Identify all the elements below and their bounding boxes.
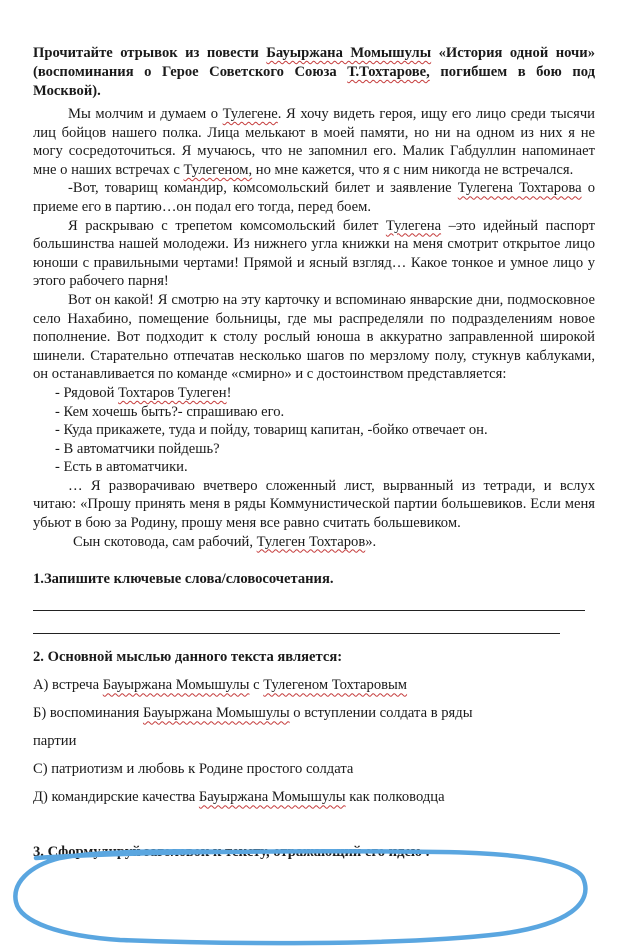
option-text: как полководца xyxy=(345,789,445,806)
option-b[interactable] xyxy=(33,704,595,723)
option-d[interactable] xyxy=(33,788,595,807)
option-name: Бауыржана Момышулы xyxy=(102,677,250,694)
title-part: «История одной ночи» (воспоминания о Герое Советского Союза xyxy=(33,45,595,80)
marker-stroke xyxy=(15,851,585,943)
option-text: о вступлении солдата в ряды xyxy=(289,705,473,722)
text-run: ! xyxy=(226,384,232,401)
paragraph-3 xyxy=(33,217,595,291)
option-name: Тулегеном Тохтаровым xyxy=(263,677,408,694)
option-b-continued[interactable]: партии xyxy=(33,733,77,750)
title-author: Бауыржана Момышулы xyxy=(266,45,432,61)
option-name: Бауыржана Момышулы xyxy=(142,705,290,722)
dialog-line-1 xyxy=(33,384,595,403)
name-run: Тулегена Тохтарова xyxy=(457,180,582,197)
signature-line xyxy=(33,533,595,552)
text-run: Мы молчим и думаем о xyxy=(68,106,223,122)
text-run: Сын скотовода, сам рабочий, xyxy=(73,533,257,550)
option-c[interactable]: С) патриотизм и любовь к Родине простого солдата xyxy=(33,761,354,778)
dialog-line-4: - В автоматчики пойдешь? xyxy=(55,440,220,457)
paragraph-2 xyxy=(33,179,595,216)
answer-line-1[interactable] xyxy=(33,610,585,611)
name-run: Тулегеном, xyxy=(183,161,253,178)
question-1: 1.Запишите ключевые слова/словосочетания. xyxy=(33,571,334,588)
text-run: но мне кажется, что я с ним никогда не встречался. xyxy=(252,161,574,178)
worksheet xyxy=(33,44,595,862)
paragraph-4: Вот он какой! Я смотрю на эту карточку и вспоминаю январские дни, подмосковное село Нахабино, помещение больницы, где мы распределяли по подразделениям новое пополнение. Вот подходит к столу рослый юноша в аккуратно заправленной широкой шинели. Старательно отпечатав несколько шагов по мерзлому полу, стукнув каблуками, он останавливается по команде «смирно» и с достоинством представляется: xyxy=(33,291,595,383)
paragraph-1 xyxy=(33,105,595,179)
task-instruction xyxy=(33,44,595,101)
name-run: Тохтаров Тулеген xyxy=(118,384,227,401)
title-hero: Т.Тохтарове, xyxy=(347,64,430,80)
text-run: - Рядовой xyxy=(55,384,119,401)
dialog-line-2: - Кем хочешь быть?- спрашиваю его. xyxy=(55,403,285,420)
text-run: Я раскрываю с трепетом комсомольский билет xyxy=(68,217,386,234)
text-run: -Вот, товарищ командир, комсомольский билет и заявление xyxy=(68,180,458,197)
question-3: 3. Сформулируй заголовок к тексту, отражающий его идею . xyxy=(33,844,430,861)
name-run: Тулегене xyxy=(222,106,278,122)
option-a[interactable] xyxy=(33,676,595,695)
option-name: Бауыржана Момышулы xyxy=(198,789,346,806)
option-text: с xyxy=(249,677,264,694)
paragraph-5: … Я разворачиваю вчетверо сложенный лист, вырванный из тетради, и вслух читаю: «Прошу принять меня в ряды Коммунистической партии большевиков. Если меня убьют в бою за Родину, прошу меня все равно считать большевиком. xyxy=(33,477,595,532)
option-text: А) встреча xyxy=(33,677,103,694)
title-part: Прочитайте отрывок из повести xyxy=(33,45,267,61)
dialog-line-3: - Куда прикажете, туда и пойду, товарищ капитан, -бойко отвечает он. xyxy=(55,422,488,439)
name-run: Тулеген Тохтаров xyxy=(256,533,366,550)
answer-line-2[interactable] xyxy=(33,633,560,634)
option-text: Д) командирские качества xyxy=(33,789,199,806)
text-run: ». xyxy=(365,533,377,550)
title-part: погибшем в бою под Москвой). xyxy=(33,64,595,99)
text-run: о приеме его в партию…он подал его тогда, перед боем. xyxy=(33,180,595,215)
question-2: 2. Основной мыслью данного текста является: xyxy=(33,649,343,666)
text-run: –это идейный паспорт большинства нашей молодежи. Из нижнего угла книжки на меня смотрит открытое лицо юноши с правильными чертами! Прямой и ясный взгляд… Какое тонкое и умное лицо у этого рабочего парня! xyxy=(33,217,595,290)
name-run: Тулегена xyxy=(385,217,442,234)
text-run: . Я хочу видеть героя, ищу его лицо среди тысячи лиц бойцов нашего полка. Лица мелькают в моей памяти, но ни на одном из них я не могу сосредоточиться. Я мучаюсь, что не запомнил его. Малик Габдуллин напоминает мне о наших встречах с xyxy=(33,106,595,178)
option-text: Б) воспоминания xyxy=(33,705,143,722)
dialog-line-5: - Есть в автоматчики. xyxy=(55,459,188,476)
